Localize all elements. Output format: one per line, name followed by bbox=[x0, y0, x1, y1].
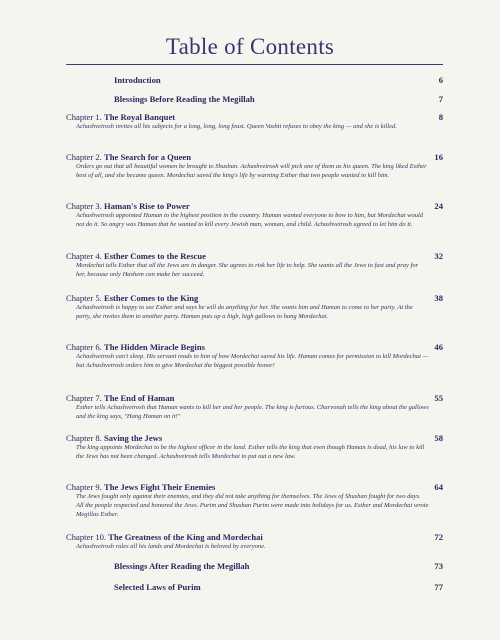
chapter-summary: Achashveirosh is happy to see Esther and says he will do anything for her. She wants him and Haman to come to her party. At the party, she invites them to another party. Haman puts up a high, high gallows to hang Mordechai. bbox=[76, 304, 413, 320]
toc-entry-chapter-1 bbox=[66, 112, 443, 132]
chapter-label: Chapter 1. bbox=[66, 112, 102, 122]
entry-page: 8 bbox=[438, 112, 443, 122]
toc-entry-blessings-before bbox=[66, 94, 443, 105]
entry-page: 7 bbox=[438, 94, 443, 104]
chapter-summary: The Jews fought only against their enemies, and they did not take anything for themselves. The Jews of Shushan fought for two days. All the people respected and honored the Jews. Purim and Shushan Purim were made into holidays for us. Esther and Mordechai wrote Megillas Esther. bbox=[76, 493, 429, 518]
chapter-title: Esther Comes to the King bbox=[103, 293, 199, 303]
chapter-label: Chapter 10. bbox=[66, 532, 107, 542]
chapter-title: The Search for a Queen bbox=[103, 152, 192, 162]
entry-page: 72 bbox=[434, 532, 443, 542]
chapter-title: The Jews Fight Their Enemies bbox=[103, 482, 216, 492]
chapter-summary: Orders go out that all beautiful women be brought to Shushan. Achashveirosh will pick one of them as his queen. The king liked Esther best of all, and she became queen. Mordechai saved the king's life by warning Esther that two people wanted to kill him. bbox=[76, 163, 427, 179]
entry-title: Blessings Before Reading the Megillah bbox=[114, 94, 255, 104]
entry-page: 6 bbox=[438, 75, 443, 85]
toc-entry-blessings-after bbox=[66, 561, 443, 572]
page-title: Table of Contents bbox=[165, 34, 335, 59]
title-rule bbox=[66, 64, 443, 65]
toc-entry-chapter-10 bbox=[66, 532, 443, 552]
toc-entry-chapter-2 bbox=[66, 152, 443, 181]
toc-entry-chapter-9 bbox=[66, 482, 443, 519]
chapter-label: Chapter 8. bbox=[66, 433, 102, 443]
entry-title: Blessings After Reading the Megillah bbox=[114, 561, 250, 571]
toc-entry-chapter-4 bbox=[66, 251, 443, 280]
chapter-title: Esther Comes to the Rescue bbox=[103, 251, 206, 261]
chapter-title: Saving the Jews bbox=[103, 433, 163, 443]
chapter-title: The Royal Banquet bbox=[103, 112, 176, 122]
chapter-label: Chapter 9. bbox=[66, 482, 102, 492]
entry-title: Selected Laws of Purim bbox=[114, 582, 201, 592]
entry-page: 24 bbox=[434, 201, 443, 211]
chapter-summary: Esther tells Achashveirosh that Haman wants to kill her and her people. The king is furious. Charvonah tells the king about the gallows and the king says, "Hang Haman on it!" bbox=[76, 404, 429, 420]
toc-entry-introduction bbox=[66, 75, 443, 86]
entry-page: 77 bbox=[434, 582, 443, 592]
entry-page: 64 bbox=[434, 482, 443, 492]
toc-entry-chapter-8 bbox=[66, 433, 443, 462]
chapter-title: The End of Haman bbox=[103, 393, 175, 403]
entry-page: 38 bbox=[434, 293, 443, 303]
chapter-label: Chapter 3. bbox=[66, 201, 102, 211]
chapter-summary: Achashveirosh rules all his lands and Mordechai is beloved by everyone. bbox=[76, 543, 266, 550]
chapter-summary: Achashveirosh invites all his subjects for a long, long, long feast. Queen Vashti refuses to obey the king — and she is killed. bbox=[76, 123, 397, 130]
entry-page: 73 bbox=[434, 561, 443, 571]
toc-entry-chapter-6 bbox=[66, 342, 443, 371]
entry-page: 16 bbox=[434, 152, 443, 162]
entry-page: 55 bbox=[434, 393, 443, 403]
chapter-title: Haman's Rise to Power bbox=[103, 201, 190, 211]
toc-entry-chapter-7 bbox=[66, 393, 443, 422]
chapter-title: The Greatness of the King and Mordechai bbox=[108, 532, 263, 542]
chapter-summary: Achashveirosh can't sleep. His servant reads to him of how Mordechai saved his life. Haman comes for permission to kill Mordechai — but Achashveirosh orders him to give Mordechai the biggest possible honor! bbox=[76, 353, 429, 369]
chapter-label: Chapter 4. bbox=[66, 251, 102, 261]
entry-page: 58 bbox=[434, 433, 443, 443]
chapter-summary: Achashveirosh appointed Haman to the highest position in the country. Haman wanted everyone to bow to him, but Mordechai would not do it. So angry was Haman that he wanted to kill every Jewish man, woman, and child. Achashveirosh agreed to let him do it. bbox=[76, 212, 424, 228]
chapter-summary: Mordechai tells Esther that all the Jews are in danger. She agrees to risk her life to help. She wants all the Jews to fast and pray for her, because only Hashem can make her succeed. bbox=[76, 262, 419, 278]
chapter-label: Chapter 7. bbox=[66, 393, 102, 403]
chapter-summary: The king appoints Mordechai to be the highest officer in the land. Esther tells the king that even though Haman is dead, his law to kill the Jews has not been changed. Achashveirosh tells Mordechai to put out a new law. bbox=[76, 444, 425, 460]
chapter-label: Chapter 5. bbox=[66, 293, 102, 303]
entry-page: 32 bbox=[434, 251, 443, 261]
toc-entry-chapter-5 bbox=[66, 293, 443, 322]
toc-entry-laws-of-purim bbox=[66, 582, 443, 593]
toc-entry-chapter-3 bbox=[66, 201, 443, 230]
chapter-label: Chapter 6. bbox=[66, 342, 102, 352]
chapter-label: Chapter 2. bbox=[66, 152, 102, 162]
entry-page: 46 bbox=[434, 342, 443, 352]
entry-title: Introduction bbox=[114, 75, 161, 85]
chapter-title: The Hidden Miracle Begins bbox=[103, 342, 205, 352]
